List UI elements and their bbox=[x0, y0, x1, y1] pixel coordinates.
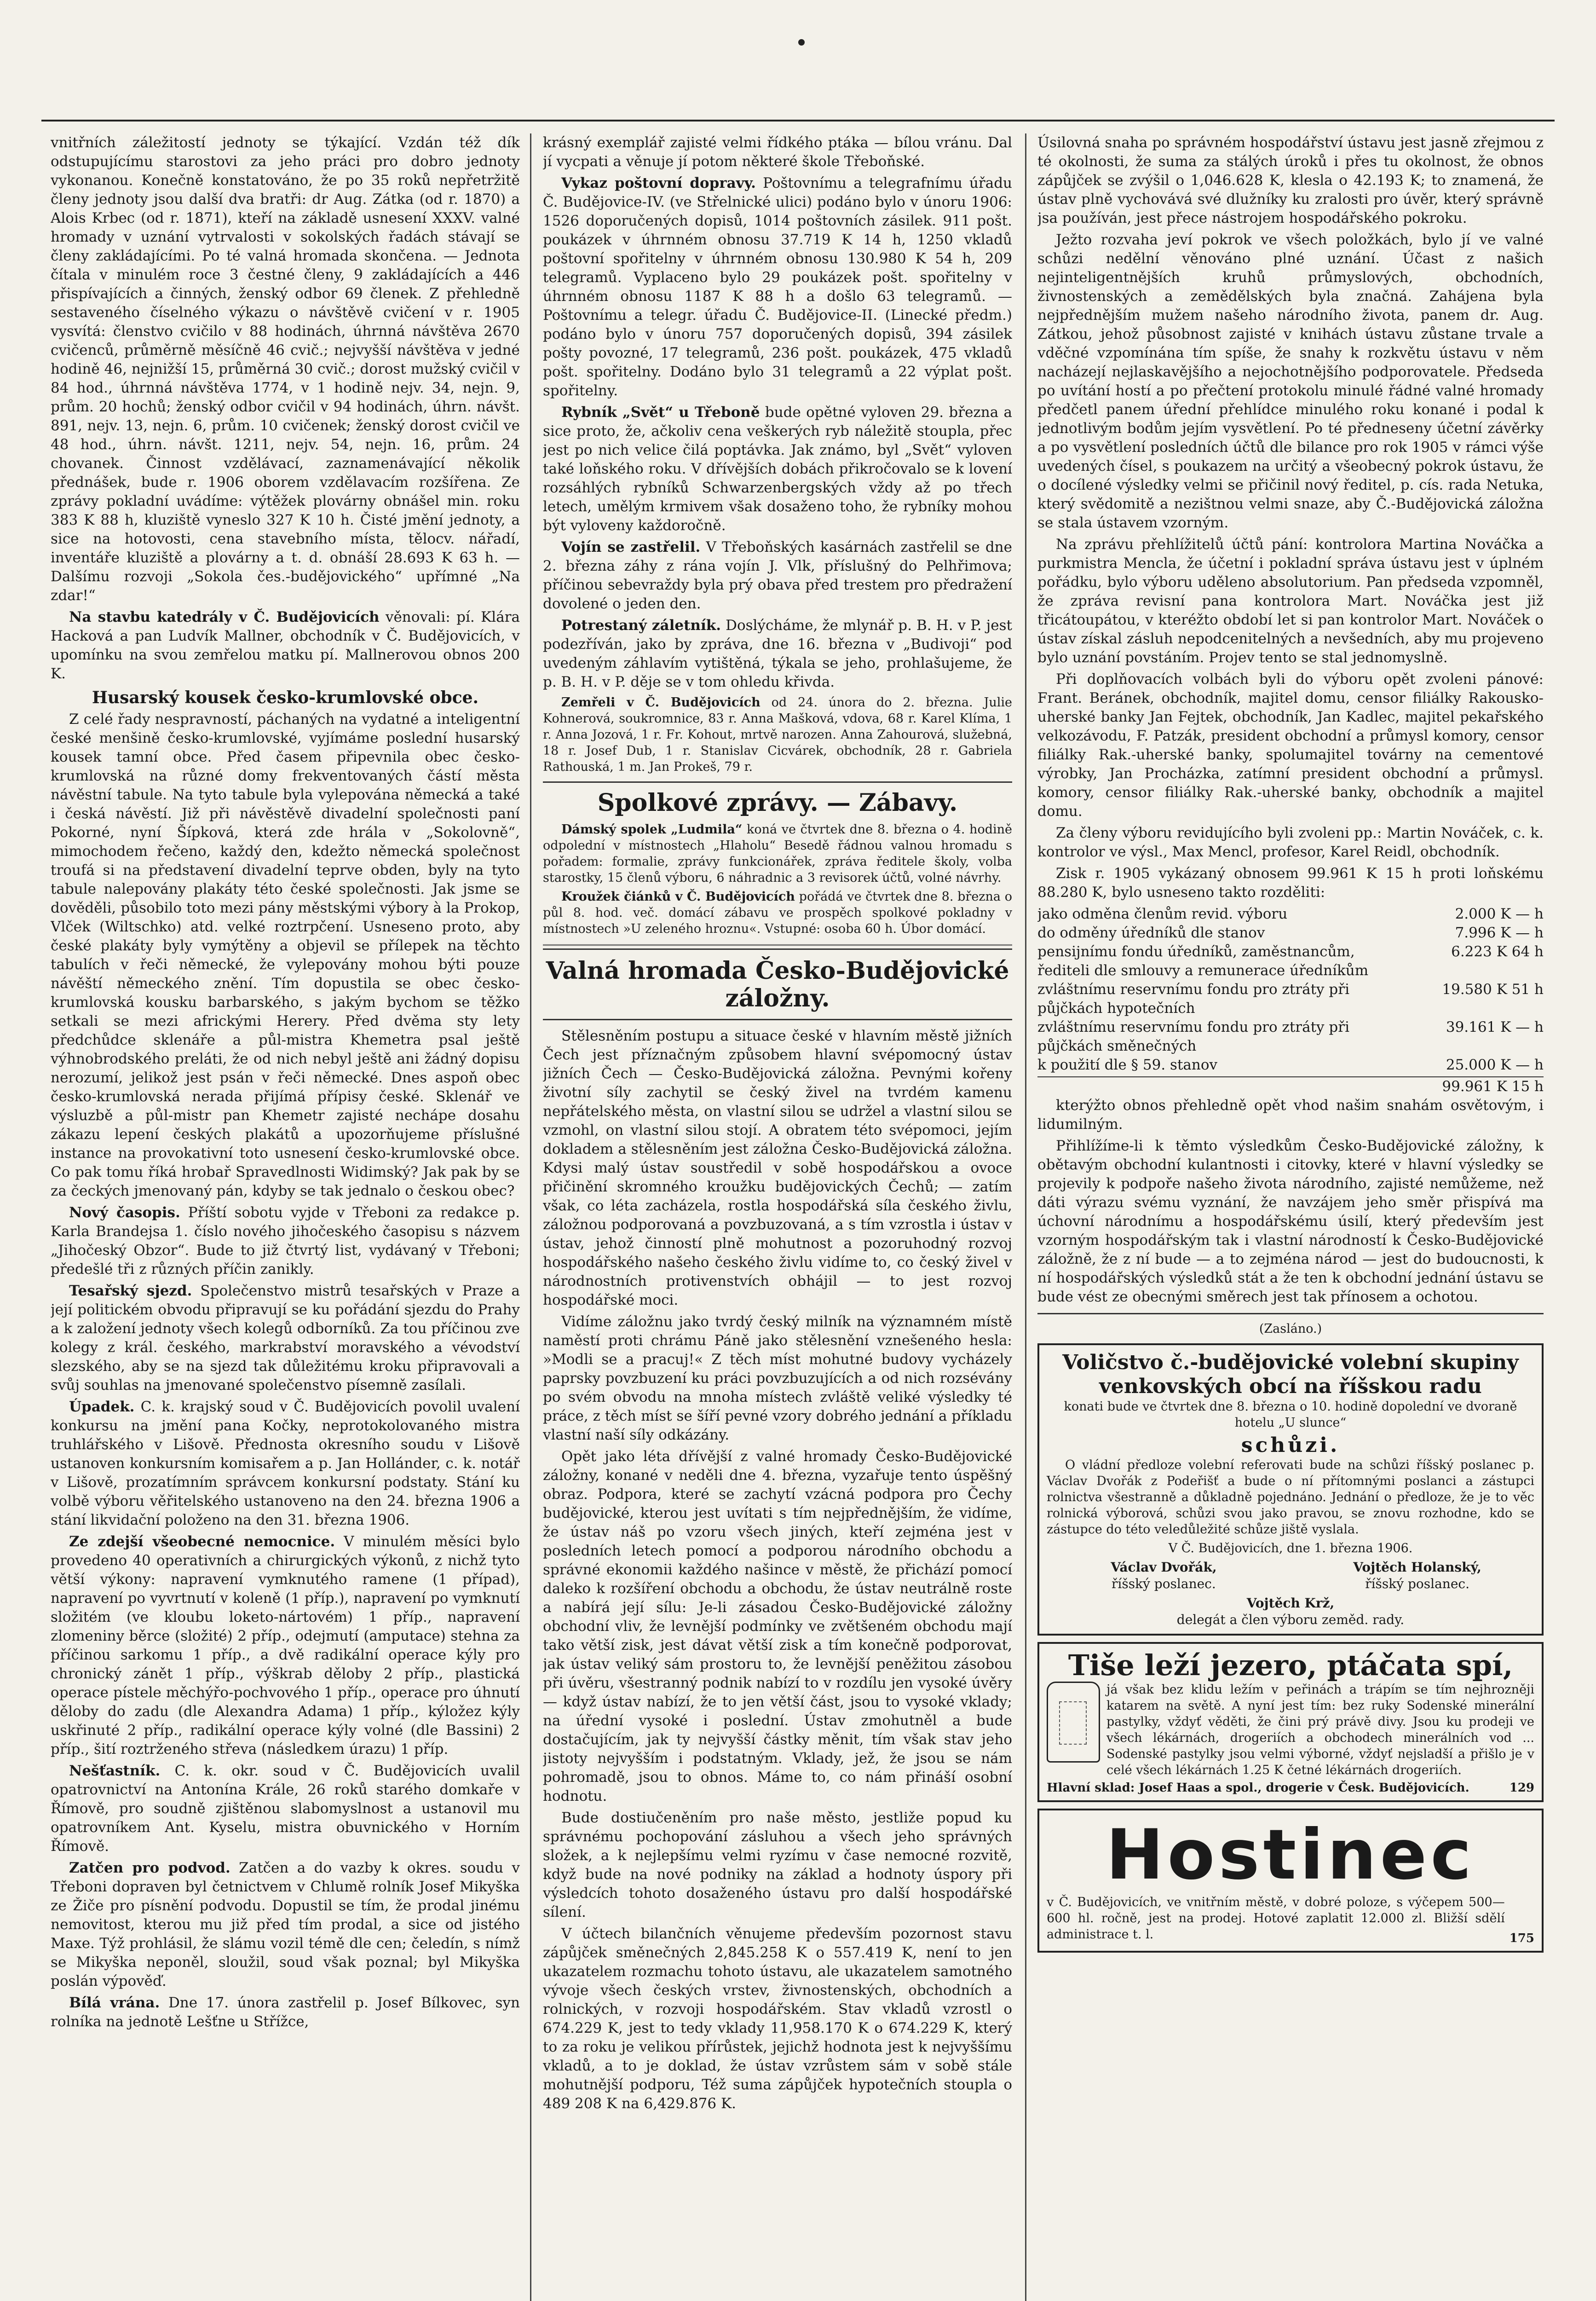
notice-schuzi: schůzi. bbox=[1241, 1434, 1340, 1457]
news-item bbox=[543, 821, 1012, 886]
advert-footer bbox=[1047, 1781, 1534, 1795]
article-text: Opět jako léta dřívější z valné hromady Česko-Budějovické záložny, konané v neděli dne 4. března, vyzařuje tento úspěšný obraz. Podpora, které se zachytí vzácná podpora pro Čechy budějovické, kterou jest uvítati s tím nejpřednějším, že vidíme, že ústav náš po vzoru všech jiných, kteří zejména jest v posledních letech pomocí a podporou národního obchodu a správné ekonomii každého našince v městě, že přichází pomocí daleko k rozšíření obchodu a obchodu, že ústav neutrálně roste a nabírá její sílu: Je-li zásadou Česko-Budějovické záložny obchodní vliv, že levnější podmínky ve zvětšeném obchodu mají tako větší zisk, jest dávat větší zisk a tím konečně podporovat, jak ústav veliký sám prostoru to, že levnější peněžitou zásobou při úvěru, všestranný podnik nabízí to v rozdílu jen vysoké úvěry — když ústav nabízí, že to jen větší část, jsou to vysoké vklady; na úřední vysoké i poslední. Ústav zmohutněl a bude dostačujícím, jak ty nejvyšší částky měnit, tím však stav jeho jistoty nejvyšším i podstatným. Vklady, jež, že jsou se nám pohromadě, jsou to obnos. Máme to, co nám přináší osobní hodnotu. bbox=[543, 1448, 1012, 1804]
advert-sponsor: Hlavní sklad: Josef Haas a spol., drogerie v Česk. Budějovicích. bbox=[1047, 1781, 1469, 1795]
ledger-row bbox=[1037, 1018, 1544, 1056]
article-text: kterýžto obnos přehledně opět vhod našim snahám osvětovým, i lidumilným. bbox=[1037, 1097, 1544, 1133]
notice-title: Voličstvo č.-budějovické volební skupiny venkovských obcí na říšskou radu bbox=[1062, 1351, 1519, 1398]
news-body: C. k. krajský soud v Č. Budějovicích povolil uvalení konkursu na jmění pana Kočky, neprotokolovaného mistra truhlářského v Lišově. Přednosta okresního soudu v Lišově ustanoven konkursním komisařem a p. Jan Hollánder, c. k. notář v Lišově, prozatímním správcem konkursní podstaty. Stání ku volbě výboru věřitelského ustanoveno na den 24. března 1906 a stání likvidační položeno na den 31. března 1906. bbox=[51, 1399, 520, 1528]
pastille-bag-icon bbox=[1047, 1682, 1100, 1763]
news-body: V minulém měsíci bylo provedeno 40 operativních a chirurgických výkonů, z nichž tyto větší výkony: napravení vymknutého ramene (1 případ), napravení po vyvrtnutí v koleně (1 příp.), napravení po vymknutí složitém (ve kloubu loketo-nártovém) 1 příp., napravení zlomeniny běrce (složité) 2 příp., odejmutí (amputace) stehna za příčinou sarkomu 1 příp., a dvě radikální operace kýly pro chronický zánět 1 příp., výškrab děloby 2 příp., plastická operace pístele měchýřo-pochvového 1 příp., operace pro úhnutí děloby do zadu (dle Alexandra Adama) 1 příp., kýložez kýly uskřinuté 2 příp., radikální operace kýly volné (dle Bassini) 2 příp., šití roztrženého střeva (následkem úrazu) 1 příp. bbox=[51, 1533, 520, 1758]
news-heading: Potrestaný záletník. bbox=[561, 617, 721, 634]
news-heading: Dámský spolek „Ludmila“ bbox=[561, 822, 743, 837]
ledger-row bbox=[1037, 905, 1544, 924]
ledger-total-row bbox=[1037, 1076, 1544, 1096]
section-rule bbox=[543, 781, 1012, 783]
column-divider bbox=[1025, 133, 1026, 2301]
article-text: Zisk r. 1905 vykázaný obnosem 99.961 K 15 h proti loňskému 88.280 K, bylo usneseno takto rozděliti: bbox=[1037, 865, 1544, 901]
section-rule bbox=[543, 1019, 1012, 1020]
news-heading: Ze zdejší všeobecné nemocnice. bbox=[69, 1533, 335, 1550]
ledger-amount: 25.000 K — h bbox=[1446, 1057, 1544, 1073]
ledger-amount: 2.000 K — h bbox=[1455, 906, 1544, 922]
advert-text: já však bez klidu ležím v peřinách a trápím se tím nejhrozněji katarem na světě. A nyní jest tím: bez ruky Sodenské minerální pastylky, vždyť věděti, že čini prý právě divy. Jsou ku prodeji ve všech lékárnách, drogeriích a obchodech minerálních vod ... Sodenské pastylky jsou velmi výborné, vždyť nejsladší a přišlo je v celé všech lékárnách 1.25 K četné lékárnách drogeriích. bbox=[1106, 1682, 1534, 1777]
advert-number: 129 bbox=[1509, 1781, 1534, 1795]
section-rule bbox=[543, 944, 1012, 950]
article-text: Ježto rozvaha jeví pokrok ve všech položkách, bylo jí ve valné schůzi nedělní věnováno plné uznání. Účast z našich nejinteligentnějších kruhů průmyslových, obchodních, živnostenských a zemědělských byla značná. Zahájena byla nejpřednějším mužem našeho národního života, panem dr. Aug. Zátkou, jehož působnost zajisté v knihách ústavu zůstane trvale a vděčné vzpomínána tím spíše, že snahy k rozkvětu ústavu v něm nacházejí nejlaskavějšího a nejochotnějšího podporovatele. Předseda po uvítání hostí a po přečtení protokolu minulé řádné valné hromady předčetl panem úřední přehlídce minulého roku konané i podal k jednotlivým bodům jejím vysvětlení. Po té předneseny účetní závěrky a po vysvětlení posledních účtů dle bilance pro rok 1905 v rámci výše uvedených čísel, s poukazem na určitý a všeobecný pokrok ústavu, že o docílené výsledky velmi se přičinil nový ředitel, p. cís. rada Netuka, který svědomitě a nezištnou velmi snaze, aby Č.-Budějovická záložna se stala ústavem vzorným. bbox=[1037, 231, 1544, 531]
news-body: Poštovnímu a telegrafnímu úřadu Č. Budějovice-IV. (ve Střelnické ulici) podáno bylo v únoru 1906: 1526 doporučených dopisů, 1014 poštovních zásilek. 911 pošt. poukázek v úhrnném obnosu 37.719 K 14 h, 1250 vkladů poštovní spořitelny v úhrnném obnosu 130.980 K 54 h, 209 telegramů. Vyplaceno bylo 29 poukázek pošt. spořitelny v úhrnném obnosu 1187 K 88 h a došlo 63 telegramů. — Poštovnímu a telegr. úřadu Č. Budějovice-II. (Linecké předm.) podáno bylo v únoru 757 doporučených dopisů, 394 zásilek pošty povozné, 17 telegramů, 236 pošt. poukázek, 475 vkladů pošt. spořitelny. Dodáno bylo 31 telegramů a 22 výplat pošt. spořitelny. bbox=[543, 175, 1012, 399]
column-divider bbox=[530, 133, 531, 2301]
news-heading: Nový časopis. bbox=[69, 1204, 180, 1221]
news-item bbox=[543, 694, 1012, 775]
news-heading: Na stavbu katedrály v Č. Budějovicích bbox=[69, 609, 380, 625]
advert-body bbox=[1047, 1682, 1534, 1781]
article-title: Valná hromada Česko-Budějovické záložny. bbox=[546, 957, 1009, 1012]
news-heading: Zatčen pro podvod. bbox=[69, 1860, 230, 1876]
ledger-label: zvláštnímu reservnímu fondu pro ztráty při půjčkách hypotečních bbox=[1037, 981, 1349, 1017]
ledger-amount: 39.161 K — h bbox=[1446, 1019, 1544, 1035]
news-heading: Tesařský sjezd. bbox=[69, 1283, 192, 1299]
article-text: Vidíme záložnu jako tvrdý český milník na významném místě naměstí proti chrámu Páně jako stělesnění vznešeného hesla: »Modli se a pracuj!« Z těch míst mohutné budovy vycházely paprsky povzbuzení ku práci povzbuzujících a od nich rozsévány po svém obvodu na mnoha místech zvláště veliké výsledky té práce, z těch míst se šíří pevné vzory dobrého jednání a příkladu vlastní naší síly odkázány. bbox=[543, 1313, 1012, 1443]
ledger-label: do odměny úředníků dle stanov bbox=[1037, 925, 1265, 941]
ledger-label: jako odměna členům revid. výboru bbox=[1037, 906, 1288, 922]
news-body: Zatčen a do vazby k okres. soudu v Třeboni dopraven byl četnictvem v Chlumě rolník Josef Mikyška ze Žiče pro písnění podvodu. Dopustil se tím, že prodal jinému nemovitost, kterou mu již před tím prodal, a sice od jistého Maxe. Týž prohlásil, že slámu vozil témě dle cen; čeledín, s nímž se Mikyška neponěl, sloužil, soud však poznal; byl Mikyška poslán výpověď. bbox=[51, 1860, 520, 1989]
news-item bbox=[51, 1762, 520, 1856]
advert-title: Tiše leží jezero, ptáčata spí, bbox=[1068, 1648, 1513, 1682]
ledger-amount: 19.580 K 51 h bbox=[1442, 981, 1544, 998]
news-heading: Vojín se zastřelil. bbox=[561, 539, 701, 555]
ledger-label: pensijnímu fondu úředníků, zaměstnancům, řediteli dle smlouvy a remunerace úředníkům bbox=[1037, 943, 1369, 979]
article-text: Úsilovná snaha po správném hospodářství ústavu jest jasně zřejmou z té okolnosti, že suma za stálých úroků i přes tu okolnost, že obnos zápůjček se zvýšil o 1,046.628 K, klesla o 42.193 K; to znamená, že ústav plně vychovává své dlužníky ku zralosti pro úvěr, který správně jsa používán, jest přece nástrojem hospodářského pokroku. bbox=[1037, 134, 1544, 226]
news-heading: Vykaz poštovní dopravy. bbox=[561, 175, 756, 191]
news-body: Doslýcháme, že mlynář p. B. H. v P. jest podezříván, jako by zpráva, dne 16. března v „Budivoji“ pod uvedeným záhlavím vytištěná, týkala se jeho, prohlašujeme, že p. B. H. v P. děje se v tom ohledu křivda. bbox=[543, 617, 1012, 690]
news-item bbox=[51, 1994, 520, 2031]
news-body: bude opětné vyloven 29. března a sice proto, že, ačkoliv cena veškerých ryb náležitě stoupla, přec jest po nich velice čilá poptávka. Jak známo, byl „Svět“ vyloven také loňského roku. V dřívějších dobách přikročovalo se k lovení rozsáhlých rybníků Schwarzenbergských vždy až po třech letech, umělým krmivem však dosaženo toho, že rybníky mohou být vyloveny každoročně. bbox=[543, 404, 1012, 534]
news-heading: Husarský kousek česko-krumlovské obce. bbox=[92, 688, 479, 707]
news-body: pořádá ve čtvrtek dne 8. března o půl 8. hod. več. domácí zábavu ve prospěch spolkové pokladny v místnostech »U zeleného hroznu«. Vstupné: osoba 60 h. Úbor domácí. bbox=[543, 890, 1012, 936]
advert-text: v Č. Budějovicích, ve vnitřním městě, v dobré poloze, s výčepem 500—600 hl. ročně, jest na prodej. Hotové zaplatit 12.000 zl. Bližší sdělí administrace t. l. bbox=[1047, 1895, 1505, 1942]
advert-number: 175 bbox=[1509, 1931, 1534, 1945]
news-item bbox=[51, 1532, 520, 1759]
article-text: Bude dostiučeněním pro naše město, jestliže popud ku správnému pochopování zásluhou a všech jeho správných složek, a k nejlepšímu velmi ryzímu v čase nemocné rozvitě, když bude na nové podniky na základ a hodnoty úspory při výsledcích tohoto dosaženého ústavu pro další hospodářské sílení. bbox=[543, 1810, 1012, 1920]
hostinec-title: Hostinec bbox=[1106, 1815, 1475, 1895]
page-dot bbox=[798, 39, 805, 46]
news-body: V Třeboňských kasárnách zastřelil se dne 2. března záhy z rána vojín J. Vlk, příslušný do Pelhřimova; příčinou sebevraždy byla prý obava před trestem pro předražení dovolené o jeden den. bbox=[543, 539, 1012, 612]
news-body: koná ve čtvrtek dne 8. března o 4. hodině odpolední v místnostech „Hlaholu“ Besedě řádnou valnou hromadu s pořadem: formalie, zprávy funkcionářek, zpráva ředitele školy, volba starostky, 15 členů výboru, 6 náhradnic a 3 revisorek účtů, volné návrhy. bbox=[543, 822, 1012, 885]
signature: Vojtěch Holanský, říšský poslanec. bbox=[1353, 1560, 1481, 1591]
article-text: krásný exemplář zajisté velmi řídkého ptáka — bílou vránu. Dal jí vycpati a věnuje jí potom některé škole Třeboňské. bbox=[543, 134, 1012, 170]
news-item bbox=[51, 1859, 520, 1991]
news-item bbox=[543, 403, 1012, 535]
news-heading: Rybník „Svět“ u Třeboně bbox=[561, 404, 760, 421]
news-item bbox=[543, 889, 1012, 937]
zaslano-label: (Zasláno.) bbox=[1259, 1322, 1322, 1336]
ledger-row bbox=[1037, 942, 1544, 980]
article-text: Přihlížíme-li k těmto výsledkům Česko-Budějovické záložny, k obětavým obchodní kulantnosti i citovky, které v hlavní výsledky se projevily k podpoře našeho života národního, zajisté nemůžeme, než dáti výrazu svému vyznání, že navzájem jeho směr přispívá ma úchovní národnímu a hospodářskému úsilí, který především jest vzorným hospodářským tak i vlastní národností k Česko-Budějovické záložně, že z ní bude — a to zejména národ — jest do budoucnosti, k ní hospodářských výsledků stát a že ten k obchodní jednání ústavu se bude vést ze obecnými směrech jest tak přínosem a ochotou. bbox=[1037, 1138, 1544, 1305]
news-body: C. k. okr. soud v Č. Budějovicích uvalil opatrovnictví na Antonína Krále, 26 roků starého domkaře v Římově, pro soudně zjištěnou slabomyslnost a ustanovil mu opatrovníkem Ant. Kyselu, mistra obuvnického v Horním Římově. bbox=[51, 1763, 520, 1855]
news-heading: Kroužek čiánků v Č. Budějovicích bbox=[561, 890, 795, 904]
news-item bbox=[543, 174, 1012, 400]
advert-box bbox=[1037, 1642, 1544, 1802]
column-3 bbox=[1037, 133, 1544, 2301]
news-item bbox=[51, 1203, 520, 1279]
ledger-amount: 6.223 K 64 h bbox=[1451, 943, 1544, 960]
news-heading: Úpadek. bbox=[69, 1399, 135, 1415]
ledger-row bbox=[1037, 1056, 1544, 1075]
signatures bbox=[1047, 1595, 1534, 1628]
news-heading: Zemřeli v Č. Budějovicích bbox=[561, 695, 761, 710]
article-text: Stělesněním postupu a situace české v hlavním městě jižních Čech jest příznačným způsobem hlavní svépomocný ústav jižních Čech — Česko-Budějovická záložna. Pevnými kořeny životní síly zachytil se český živel na tvrdém kamenu nepřátelského města, on vlastní silou se udržel a vlastní silou se vzmohl, on vlastní silou stojí. A obratem této svépomoci, jejím dokladem a stělesněním jest záložna Česko-Budějovická záložna. Kdysi malý ústav soustředil v sobě hospodářskou a ovoce přičinění skromného kroužku budějovických Čechů; — zatím však, co léta zacházela, rostla hospodářská síla českého živlu, záložnou podporovaná a povzbuzovaná, a s tím vzrostla i ústav v ústav, jehož činností plně mohutnost a pozoruhodný rozvoj hospodářského našeho českého živlu vidíme to, co český živel v národnostních protivenstvích obhájil — to jest rozvoj hospodářské moci. bbox=[543, 1028, 1012, 1308]
ledger-total: 99.961 K 15 h bbox=[1442, 1078, 1544, 1095]
ledger-amount: 7.996 K — h bbox=[1455, 925, 1544, 941]
notice-place-date: V Č. Budějovicích, dne 1. března 1906. bbox=[1168, 1541, 1413, 1555]
news-item bbox=[543, 616, 1012, 692]
news-heading: Nešťastník. bbox=[69, 1763, 161, 1779]
section-rule bbox=[1037, 1313, 1544, 1314]
news-body: Dne 17. února zastřelil p. Josef Bílkovec, syn rolníka na jednotě Lešťne u Střížce, bbox=[51, 1995, 520, 2030]
advert-body bbox=[1047, 1894, 1534, 1945]
section-title: Spolkové zprávy. — Zábavy. bbox=[597, 789, 958, 817]
news-heading: Bílá vrána. bbox=[69, 1995, 160, 2011]
profit-distribution-table bbox=[1037, 905, 1544, 1075]
article-text: Při doplňovacích volbách byli do výboru opět zvoleni pánové: Frant. Beránek, obchodník, majitel domu, censor filiálky Rakousko-uherské banky Jan Fejtek, obchodník, Jan Kadlec, majitel pekařského velkozávodu, F. Patzák, president obchodní a průmysl komory, censor filiálky Rak.-uherské banky, spolumajitel továrny na cementové výrobky, Jan Procházka, zatímní president obchodní a průmysl. komory, censor filiálky Rak.-uherské banky, obchodník a majitel domu. bbox=[1037, 671, 1544, 820]
news-body: od 24. února do 2. března. Julie Kohnerová, soukromnice, 83 r. Anna Mašková, vdova, 68 r. Karel Klíma, 1 r. Anna Jozová, 1 r. Fr. Kohout, mrtvě narozen. Anna Zahourová, služebná, 18 r. Josef Dub, 1 r. Stanislav Cicvárek, obchodník, 28 r. Gabriela Rathouská, 1 m. Jan Prokeš, 79 r. bbox=[543, 695, 1012, 774]
news-body: Společenstvo mistrů tesařských v Praze a její politickém obvodu připravují se ku pořádání sjezdu do Prahy a k založení jednoty všech kolegů odborníků. Za tou příčinou zve kolegy z král. českého, markrabství moravského a vévodství slezského, aby se na sjezd tak důležitému kroku připravovali a svůj souhlas na jmenované společenstvo písemně zasílali. bbox=[51, 1283, 520, 1393]
ledger-row bbox=[1037, 980, 1544, 1018]
article-text: Za členy výboru revidujícího byli zvoleni pp.: Martin Nováček, c. k. kontrolor ve výsl., Max Mencl, profesor, Karel Reidl, obchodník. bbox=[1037, 825, 1544, 860]
news-item bbox=[51, 1398, 520, 1530]
column-2 bbox=[543, 133, 1012, 2301]
ledger-label: k použití dle § 59. stanov bbox=[1037, 1057, 1218, 1073]
news-body: věnovali: pí. Klára Hacková a pan Ludvík Mallner, obchodník v Č. Budějovicích, v upomínku na svou zemřelou matku pí. Mallnerovou obnos 200 K. bbox=[51, 609, 520, 682]
advert-box bbox=[1037, 1809, 1544, 1953]
article-text: vnitřních záležitostí jednoty se týkající. Vzdán též dík odstupujícímu starostovi za jeho práci pro dobro jednoty vykonanou. Konečně konstatováno, že po 35 roků nepřetržitě členy jednoty jsou další dva bratři: dr Aug. Zátka (od r. 1870) a Alois Krbec (od r. 1871), kteří na základě usnesení XXXV. valné hromady v uznání vytrvalosti v sokolských řadách stávají se členy zakládajícími. Po té valná hromada skončena. — Jednota čítala v minulém roce 3 čestné členy, 9 zakládajících a 446 přispívajících a činných, ženský odbor 69 členek. Z přehledně sestaveného číselného výkazu o návštěvě cvičení v r. 1905 vysvítá: členstvo cvičilo v 88 hodinách, úhrnná návštěva 2670 cvičenců, průměrně měsíčně 46 cvič.; nejvyšší návštěva v jedné hodině 46, nejnižší 15, průměrná 30 cvič.; dorost mužský cvičil v 84 hod., úhrnná návštěva 1774, v 1 hodině nejv. 34, nejn. 9, prům. 20 hochů; ženský odbor cvičil v 94 hodinách, úhrn. návšt. 891, nejv. 13, nejn. 6, prům. 10 cvičenek; ženský dorost cvičil ve 48 hod., úhrn. návšt. 1211, nejv. 54, nejn. 16, prům. 24 chovanek. Činnost vzdělávací, zaznamenávající několik přednášek, bude r. 1906 oborem vzdělavacím rozšířena. Ze zprávy pokladní uvádíme: výtěžek plovárny obnášel min. roku 383 K 88 h, kluziště vyneslo 327 K 10 h. Čisté jmění jednoty, a sice na hotovosti, cena stavebního místa, tělocv. nářadí, inventáře kluziště a plovárny a t. d. obnáší 28.693 K 63 h. — Dalšímu rozvoji „Sokola čes.-budějovického“ upřímné „Na zdar!“ bbox=[51, 134, 520, 604]
header-rule bbox=[41, 120, 1555, 121]
signature: Václav Dvořák, říšský poslanec. bbox=[1111, 1560, 1217, 1591]
notice-box bbox=[1037, 1343, 1544, 1636]
signature: Vojtěch Krž, delegát a člen výboru zeměd. rady. bbox=[1176, 1596, 1405, 1627]
ledger-row bbox=[1037, 924, 1544, 942]
news-item bbox=[543, 538, 1012, 613]
signatures bbox=[1047, 1559, 1534, 1592]
news-body: Z celé řady nespravností, páchaných na vydatné a inteligentní české menšině česko-krumlovské, vyjímáme poslední husarský kousek tamní obce. Před časem připevnila obec česko-krumlovská na různé domy frekventovaných částí města návěstní tabule. Na tyto tabule byla vylepována německá a také i česká návěstí. Již při návěstěvě divadelní společnosti paní Pokorné, nyní Šípková, která zde hrála v „Sokolovně“, mimochodem řečeno, každý den, kdežto německá společnost troufá si na představení divadelní teprve obden, byly na tyto tabule nalepovány plakáty této české společnosti. Jak jsme se dověděli, působilo toto mezi pány městskými výbory à la Prokop, Vlček (Wiltschko) atd. velké roztrpčení. Usneseno proto, aby české plakáty byly vymýtěny a objevil se přílepek na těchto tabulích v řeči německé, že vylepovány mohou býti pouze návěští německého znění. Tím dopustila se obec česko-krumlovská kousku barbarského, s jakým bychom se těžko setkali se mezi africkými Herery. Před dvěma sty lety předchůdce sklenáře a půl-mistra Khemetra psal ještě výhnobrodského preláti, že od nich nebyl ještě ani žádný dopisu nerozumí, jelikož jest psán v řeči německé. Dnes aspoň obec česko-krumlovská nerada přijímá přípisy české. Sklenář ve výsluzbě a půl-mistr pan Khemetr zajisté nechápe dosahu zákazu lepení českých plakátů a upozorňujeme příslušné instance na provokativní toto usnesení česko-krumlovské obce. Co pak tomu říká hrobař Spravedlnosti Widimský? Jak pak by se za čeckých jmenovaný pán, kdyby se tak jednalo o českou obec? bbox=[51, 711, 520, 1199]
notice-body: O vládní předloze volební referovati bude na schůzi říšský poslanec p. Václav Dvořák z Podeřišť a bude o ní přítomnými poslanci a zástupci rolnictva všestranně a důkladně pojednáno. Jednání o předloze, že je to věc rolnická výborová, schůzi svou jako pravou, se znovu rozhodne, kdo se zástupce do této veledůležité schůze jiště vyslala. bbox=[1047, 1458, 1534, 1537]
ledger-label: zvláštnímu reservnímu fondu pro ztráty při půjčkách směnečných bbox=[1037, 1019, 1349, 1054]
news-item bbox=[51, 608, 520, 683]
news-body: Příští sobotu vyjde v Třeboni za redakce p. Karla Brandejsa 1. číslo nového jihočeského časopisu s názvem „Jihočeský Obzor“. Bude to již čtvrtý list, vydávaný v Třeboni; předešlé tři z různých příčin zanikly. bbox=[51, 1204, 520, 1278]
notice-subtitle: konati bude ve čtvrtek dne 8. března o 10. hodině dopolední ve dvoraně hotelu „U slunce“ bbox=[1064, 1399, 1517, 1430]
news-item bbox=[51, 1282, 520, 1395]
article-text: Na zprávu přehlížitelů účtů pání: kontrolora Martina Nováčka a purkmistra Mencla, že účetní i pokladní správa ústavu jest v úplném pořádku, bylo výboru uděleno absolutorium. Pan předseda vzpomněl, že zpráva revisní pana kontrolora Mart. Nováčka jest již třicátoupátou, v kteréžto období let si pan kontrolor Mart. Nováček o ústav získal zásluh nepodcenitelných a nevšedních, aby mu projeveno bylo uznání povstáním. Projev tento se stal jednomyslně. bbox=[1037, 536, 1544, 666]
column-1 bbox=[51, 133, 520, 2301]
article-text: V účtech bilančních věnujeme především pozornost stavu zápůjček směnečných 2,845.258 K o 557.419 K, není to jen ukazatelem rozmachu tohoto ústavu, ale ukazatelem samotného vývoje všech českých vrstev, živnostenských, obchodních a rolnických, v rozvoji hospodářském. Stav vkladů vzrostl o 674.229 K, jest to tedy vklady 11,958.170 K o 674.229 K, který to za roku je velikou přírůstek, jejichž hodnota jest k nejvyššímu vkladů, a to je doklad, že ústav vzrůstem sám v sobě stále mohutnější podporu, Též suma zápůjček hypotečních stoupla o 489 208 K na 6,429.876 K. bbox=[543, 1925, 1012, 2112]
